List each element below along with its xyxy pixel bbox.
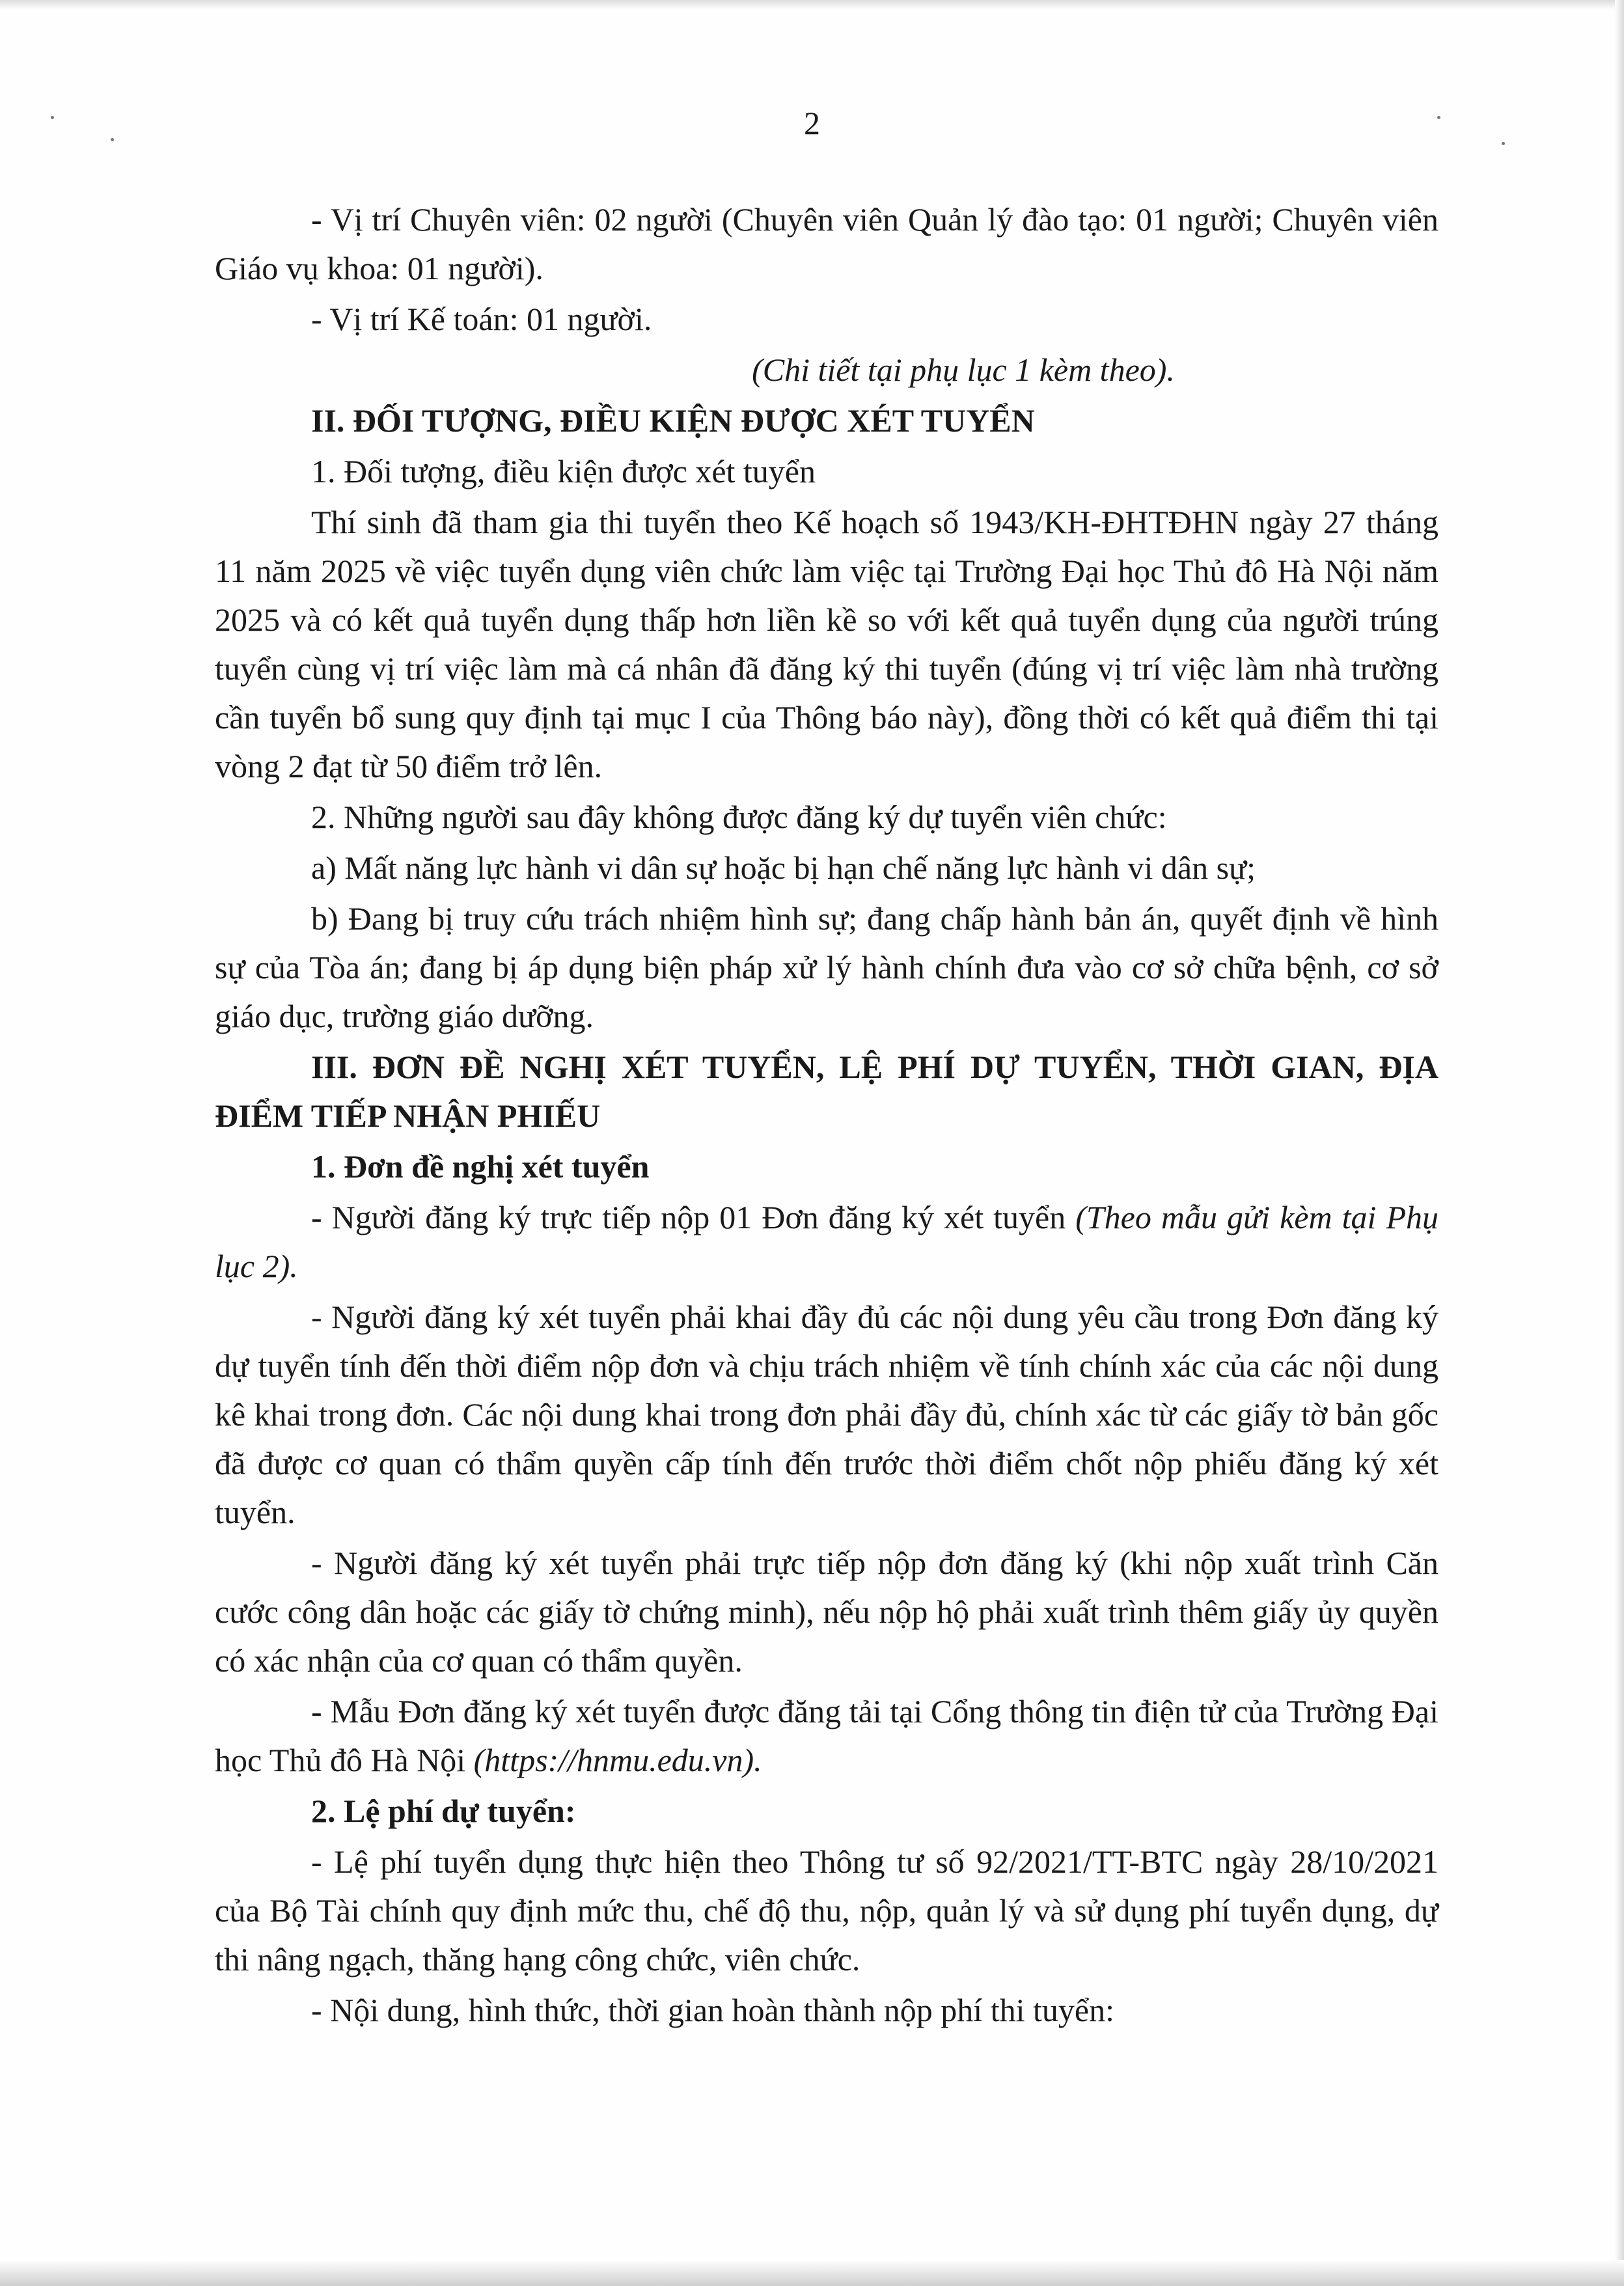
subsection-title: 2. Những người sau đây không được đăng ký dự tuyển viên chức: [311, 799, 1167, 835]
paragraph: - Nội dung, hình thức, thời gian hoàn thành nộp phí thi tuyển: [311, 1992, 1114, 2028]
paragraph [215, 1193, 1438, 1291]
list-item: a) Mất năng lực hành vi dân sự hoặc bị hạn chế năng lực hành vi dân sự; [311, 849, 1256, 886]
section-heading: III. ĐƠN ĐỀ NGHỊ XÉT TUYỂN, LỆ PHÍ DỰ TUYỂN, THỜI GIAN, ĐỊA ĐIỂM TIẾP NHẬN PHIẾU [215, 1049, 1438, 1134]
paragraph: - Vị trí Chuyên viên: 02 người (Chuyên viên Quản lý đào tạo: 01 người; Chuyên viên Giáo vụ khoa: 01 người). [215, 201, 1438, 286]
list-item: b) Đang bị truy cứu trách nhiệm hình sự; đang chấp hành bản án, quyết định về hình sự của Tòa án; đang bị áp dụng biện pháp xử lý hành chính đưa vào cơ sở chữa bệnh, cơ sở giáo dục, trường giáo dưỡng. [215, 900, 1438, 1034]
paragraph-text: - Mẫu Đơn đăng ký xét tuyển được đăng tải tại Cổng thông tin điện tử của Trường Đại học Thủ đô Hà Nội [215, 1693, 1438, 1778]
subsection-title: 1. Đối tượng, điều kiện được xét tuyển [311, 453, 816, 489]
paragraph: - Lệ phí tuyển dụng thực hiện theo Thông tư số 92/2021/TT-BTC ngày 28/10/2021 của Bộ Tài chính quy định mức thu, chế độ thu, nộp, quản lý và sử dụng phí tuyển dụng, dự thi nâng ngạch, thăng hạng công chức, viên chức. [215, 1843, 1438, 1977]
document-body [215, 195, 1438, 2037]
appendix-note: (Chi tiết tại phụ lục 1 kèm theo). [752, 351, 1175, 388]
paragraph: - Vị trí Kế toán: 01 người. [311, 301, 652, 337]
paragraph-italic: (Theo mẫu gửi kèm tại Phụ lục 2). [215, 1199, 1438, 1284]
paragraph: Thí sinh đã tham gia thi tuyển theo Kế hoạch số 1943/KH-ĐHTĐHN ngày 27 tháng 11 năm 2025 về việc tuyển dụng viên chức làm việc tại Trường Đại học Thủ đô Hà Nội năm 2025 và có kết quả tuyển dụng thấp hơn liền kề so với kết quả tuyển dụng của người trúng tuyển cùng vị trí việc làm mà cá nhân đã đăng ký thi tuyển (đúng vị trí việc làm nhà trường cần tuyển bổ sung quy định tại mục I của Thông báo này), đồng thời có kết quả điểm thi tại vòng 2 đạt từ 50 điểm trở lên. [215, 504, 1438, 784]
page-number: 2 [804, 105, 820, 141]
scan-speck [1502, 142, 1505, 145]
subsection-heading: 1. Đơn đề nghị xét tuyển [311, 1148, 650, 1185]
paragraph-text: - Người đăng ký trực tiếp nộp 01 Đơn đăng ký xét tuyển [311, 1199, 1076, 1235]
paragraph: - Người đăng ký xét tuyển phải trực tiếp nộp đơn đăng ký (khi nộp xuất trình Căn cước công dân hoặc các giấy tờ chứng minh), nếu nộp hộ phải xuất trình thêm giấy ủy quyền có xác nhận của cơ quan có thẩm quyền. [215, 1545, 1438, 1679]
scan-edge-bottom [0, 2260, 1624, 2286]
paragraph [215, 1687, 1438, 1785]
scan-edge-right [1615, 0, 1624, 2286]
subsection-heading: 2. Lệ phí dự tuyển: [311, 1793, 576, 1829]
scan-edge-top [0, 0, 1624, 9]
website-link[interactable]: (https://hnmu.edu.vn). [473, 1742, 762, 1778]
section-heading: II. ĐỐI TƯỢNG, ĐIỀU KIỆN ĐƯỢC XÉT TUYỂN [311, 402, 1035, 439]
paragraph: - Người đăng ký xét tuyển phải khai đầy đủ các nội dung yêu cầu trong Đơn đăng ký dự tuyển tính đến thời điểm nộp đơn và chịu trách nhiệm về tính chính xác của các nội dung kê khai trong đơn. Các nội dung khai trong đơn phải đầy đủ, chính xác từ các giấy tờ bản gốc đã được cơ quan có thẩm quyền cấp tính đến trước thời điểm chốt nộp phiếu đăng ký xét tuyển. [215, 1299, 1438, 1530]
